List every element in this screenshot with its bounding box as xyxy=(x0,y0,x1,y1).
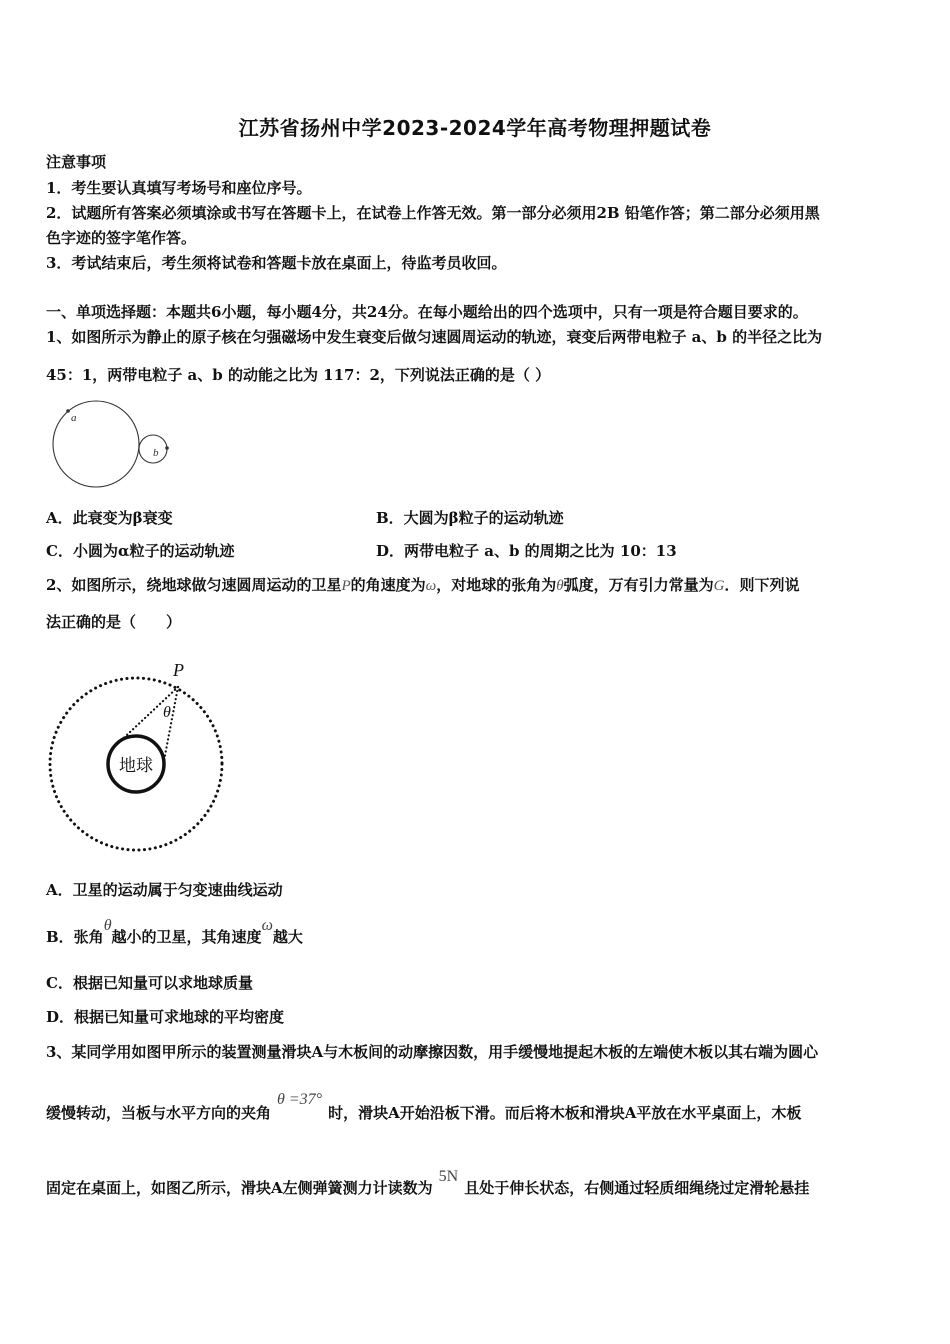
label-a: a xyxy=(71,412,77,424)
option-b-theta: θ xyxy=(103,917,112,934)
q1-option-a: A．此衰变为β衰变 xyxy=(46,509,173,527)
page-title: 江苏省扬州中学2023-2024学年高考物理押题试卷 xyxy=(238,116,712,140)
q2-text-2: 的角速度为 xyxy=(350,576,426,594)
q2-text-3: ，对地球的张角为 xyxy=(436,576,557,594)
q2-option-c: C．根据已知量可以求地球质量 xyxy=(46,974,253,992)
notice-item-2: 2．试题所有答案必须填涂或书写在答题卡上，在试卷上作答无效。第一部分必须用2B 铅笔作答；第二部分必须用黑 xyxy=(46,204,820,222)
symbol-g: G xyxy=(713,578,725,594)
q1-option-b: B．大圆为β粒子的运动轨迹 xyxy=(376,509,564,527)
q1-option-c: C．小圆为α粒子的运动轨迹 xyxy=(46,542,235,560)
q3-line2-text-2: 时，滑块A开始沿板下滑。而后将木板和滑块A平放在水平桌面上，木板 xyxy=(328,1104,802,1122)
option-b-omega: ω xyxy=(261,917,273,934)
symbol-omega: ω xyxy=(425,578,437,594)
q3-stem-line1: 3、某同学用如图甲所示的装置测量滑块A与木板间的动摩擦因数，用手缓慢地提起木板的左端使木板以其右端为圆心 xyxy=(46,1043,819,1061)
q2-text-5: ．则下列说 xyxy=(724,576,800,594)
symbol-theta: θ xyxy=(556,578,564,594)
symbol-p: P xyxy=(341,578,351,594)
notice-item-2-cont: 色字迹的签字笔作答。 xyxy=(46,229,197,247)
q2-text-4: 弧度，万有引力常量为 xyxy=(563,576,714,594)
section-heading: 一、单项选择题：本题共6小题，每小题4分，共24分。在每小题给出的四个选项中，只有一项是符合题目要求的。 xyxy=(46,303,808,321)
notice-item-3: 3．考试结束后，考生须将试卷和答题卡放在桌面上，待监考员收回。 xyxy=(46,254,507,272)
q2-text-1: 2、如图所示，绕地球做匀速圆周运动的卫星 xyxy=(46,576,342,594)
q2-option-b-text-1: B．张角 xyxy=(46,928,104,946)
label-b: b xyxy=(153,447,159,459)
label-earth: 地球 xyxy=(119,756,153,775)
q2-option-b xyxy=(46,917,303,948)
q3-line3-text-1: 固定在桌面上，如图乙所示，滑块A左侧弹簧测力计读数为 xyxy=(46,1179,433,1197)
q2-stem-line1 xyxy=(46,575,800,596)
label-theta: θ xyxy=(163,704,171,721)
q3-stem-line3 xyxy=(46,1168,810,1199)
q1-orbit-figure xyxy=(46,398,176,490)
q2-option-b-text-2: 越小的卫星，其角速度 xyxy=(111,928,262,946)
q2-option-b-text-3: 越大 xyxy=(272,928,303,946)
q2-satellite-figure xyxy=(46,656,228,854)
force-value: 5N xyxy=(438,1168,459,1185)
particle-a-dot xyxy=(66,409,70,413)
q1-stem-line2: 45：1，两带电粒子 a、b 的动能之比为 117：2，下列说法正确的是（ ） xyxy=(46,366,551,384)
label-p: P xyxy=(173,660,184,680)
particle-b-dot xyxy=(165,446,169,450)
large-orbit-circle xyxy=(53,401,139,487)
angle-value: θ =37° xyxy=(277,1091,323,1108)
q3-stem-line2 xyxy=(46,1091,802,1124)
notice-heading: 注意事项 xyxy=(46,153,107,171)
q2-stem-line2: 法正确的是（ ） xyxy=(46,613,182,631)
q2-option-a: A．卫星的运动属于匀变速曲线运动 xyxy=(46,881,283,899)
q3-line2-text-1: 缓慢转动，当板与水平方向的夹角 xyxy=(46,1104,272,1122)
q3-line3-text-2: 且处于伸长状态，右侧通过轻质细绳绕过定滑轮悬挂 xyxy=(464,1179,810,1197)
q1-option-d: D．两带电粒子 a、b 的周期之比为 10：13 xyxy=(376,542,677,560)
q2-option-d: D．根据已知量可求地球的平均密度 xyxy=(46,1008,285,1026)
q1-stem-line1: 1、如图所示为静止的原子核在匀强磁场中发生衰变后做匀速圆周运动的轨迹，衰变后两带电粒子 a、b 的半径之比为 xyxy=(46,328,823,346)
notice-item-1: 1．考生要认真填写考场号和座位序号。 xyxy=(46,179,312,197)
